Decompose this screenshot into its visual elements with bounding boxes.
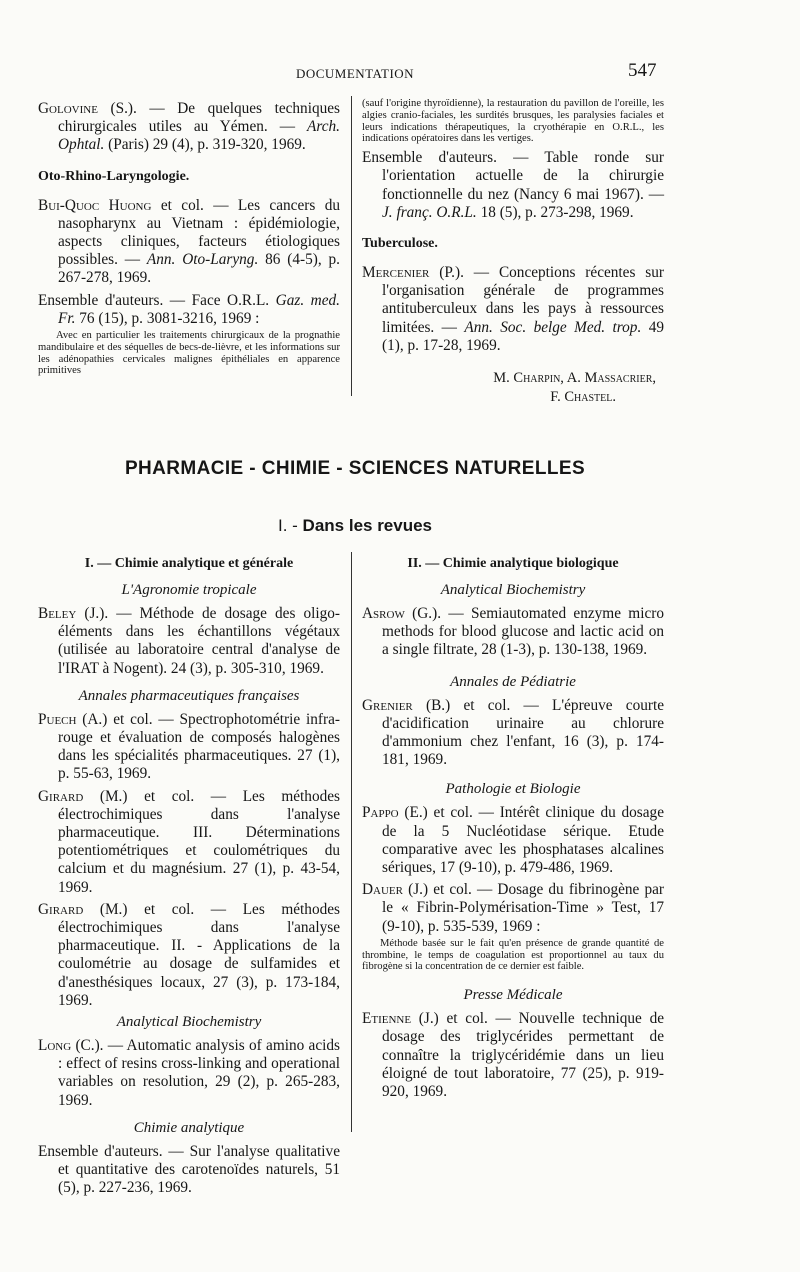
- top-column-divider: [351, 96, 352, 396]
- section-tuberculose: Tuberculose.: [362, 236, 438, 251]
- main-section-title: PHARMACIE - CHIMIE - SCIENCES NATURELLES: [124, 458, 586, 479]
- signature-line-1: M. Charpin, A. Massacrier,: [493, 370, 656, 387]
- journal-pathologie-biologie: Pathologie et Biologie: [445, 781, 581, 798]
- subsection-title: I. - Dans les revues: [277, 516, 433, 535]
- ref-golovine: Golovine (S.). — De quelques techniques chirurgicales utiles au Yémen. — Arch. Ophtal. (Paris) 29 (4), p. 319-320, 1969.: [38, 100, 340, 154]
- ref-grenier: Grenier (B.) et col. — L'épreuve courte d'acidification urinaire au chlorure d'ammonium chez l'enfant, 16 (3), p. 174-181, 1969.: [362, 696, 665, 769]
- ref-puech: Puech (A.) et col. — Spectrophotométrie infra-rouge et évaluation de composés halogènes dans les spécialités pharmaceutiques. 27 (1), p. 55-63, 1969.: [38, 710, 340, 783]
- ref-mercenier: Mercenier (P.). — Conceptions récentes sur l'organisation générale de programmes antituberculeux dans les pays à ressources limitées. — Ann. Soc. belge Med. trop. 49 (1), p. 17-28, 1969.: [362, 264, 665, 354]
- heading-chimie-analytique-biologique: II. — Chimie analytique biologique: [407, 556, 619, 571]
- bottom-right-column: [362, 556, 664, 1105]
- page-number: 547: [628, 60, 657, 81]
- journal-annales-pediatrie: Annales de Pédiatrie: [450, 673, 576, 690]
- ref-dauer: Dauer (J.) et col. — Dosage du fibrinogène par le « Fibrin-Polymérisation-Time » Test, 17 (9-10), p. 535-539, 1969 :: [362, 881, 664, 935]
- bottom-column-divider: [351, 552, 352, 1132]
- journal-presse-medicale: Presse Médicale: [463, 987, 563, 1004]
- ref-face-orl: Ensemble d'auteurs. — Face O.R.L. Gaz. med. Fr. 76 (15), p. 3081-3216, 1969 :: [38, 291, 340, 327]
- ref-beley: Beley (J.). — Méthode de dosage des oligo-éléments dans les échantillons végétaux (utilisée au laboratoire central d'analyse de l'IRAT à Nogent). 24 (3), p. 305-310, 1969.: [38, 605, 340, 677]
- bottom-left-column: [38, 556, 340, 1201]
- ref-table-ronde: Ensemble d'auteurs. — Table ronde sur l'orientation actuelle de la chirurgie fonctionnelle du nez (Nancy 6 mai 1967). — J. franç. O.R.L. 18 (5), p. 273-298, 1969.: [362, 149, 664, 221]
- section-orl: Oto-Rhino-Laryngologie.: [38, 168, 190, 184]
- ref-asrow: Asrow (G.). — Semiautomated enzyme micro methods for blood glucose and lactic acid on a single filtrate, 28 (1-3), p. 130-138, 1969.: [362, 605, 664, 659]
- note-face-orl: Avec en particulier les traitements chirurgicaux de la prognathie mandibulaire et des séquelles de becs-de-lièvre, et les informations sur les adénopathies cervicales malignes épithéliales en apparence primitives: [38, 330, 340, 377]
- journal-analytical-biochem: Analytical Biochemistry: [116, 1014, 262, 1031]
- note-face-orl-cont: (sauf l'origine thyroïdienne), la restauration du pavillon de l'oreille, les algies cranio-faciales, les surdités brusques, les paralysies faciales et leurs indications thérapeutiques, la cryothérapie en O.R.L., les indications opératoires dans les vertiges.: [362, 98, 664, 145]
- ref-bui-quoc: Bui-Quoc Huong et col. — Les cancers du nasopharynx au Vietnam : épidémiologie, aspects cliniques, facteurs étiologiques possibles. — Ann. Oto-Laryng. 86 (4-5), p. 267-278, 1969.: [38, 196, 341, 287]
- ref-girard-2: Girard (M.) et col. — Les méthodes électrochimiques dans l'analyse pharmaceutique. II. - Applications de la coulométrie au dosage de sulfamides et d'anesthésiques locaux, 27 (3), p. 173-184, 1969.: [38, 900, 340, 1009]
- heading-chimie-analytique-generale: I. — Chimie analytique et générale: [84, 556, 294, 571]
- note-dauer: Méthode basée sur le fait qu'en présence de grande quantité de thrombine, le temps de coagulation est proportionnel au taux du fibrogène si la concentration de ce dernier est faible.: [362, 937, 664, 973]
- journal-chimie-analytique: Chimie analytique: [133, 1119, 245, 1136]
- running-header: DOCUMENTATION: [295, 66, 415, 81]
- journal-analytical-biochem-2: Analytical Biochemistry: [440, 582, 586, 598]
- ref-girard-1: Girard (M.) et col. — Les méthodes électrochimiques dans l'analyse pharmaceutique. III. Déterminations potentiométriques et coulométriques du calcium et du magnésium. 27 (1), p. 43-54, 1969.: [38, 787, 340, 896]
- ref-ensemble-carotenoides: Ensemble d'auteurs. — Sur l'analyse qualitative et quantitative des carotenoïdes naturels, 51 (5), p. 227-236, 1969.: [38, 1142, 340, 1197]
- ref-long: Long (C.). — Automatic analysis of amino acids : effect of resins cross-linking and operational variables on resolution, 29 (2), p. 265-283, 1969.: [38, 1037, 340, 1109]
- ref-etienne: Etienne (J.) et col. — Nouvelle technique de dosage des triglycérides permettant de connaître la triglycéridémie dans un lieu éloigné de tout laboratoire, 77 (25), p. 919-920, 1969.: [362, 1010, 665, 1101]
- journal-agronomie: L'Agronomie tropicale: [121, 582, 257, 598]
- top-left-column: [38, 100, 340, 381]
- journal-annales-pharma: Annales pharmaceutiques françaises: [78, 687, 300, 704]
- top-right-column: [362, 98, 664, 407]
- signatures: [362, 369, 664, 407]
- signature-line-2: F. Chastel.: [550, 389, 616, 406]
- ref-pappo: Pappo (E.) et col. — Intérêt clinique du dosage de la 5 Nucléotidase sérique. Etude comparative avec les phosphatases alcalines sériques, 17 (9-10), p. 479-486, 1969.: [362, 804, 664, 877]
